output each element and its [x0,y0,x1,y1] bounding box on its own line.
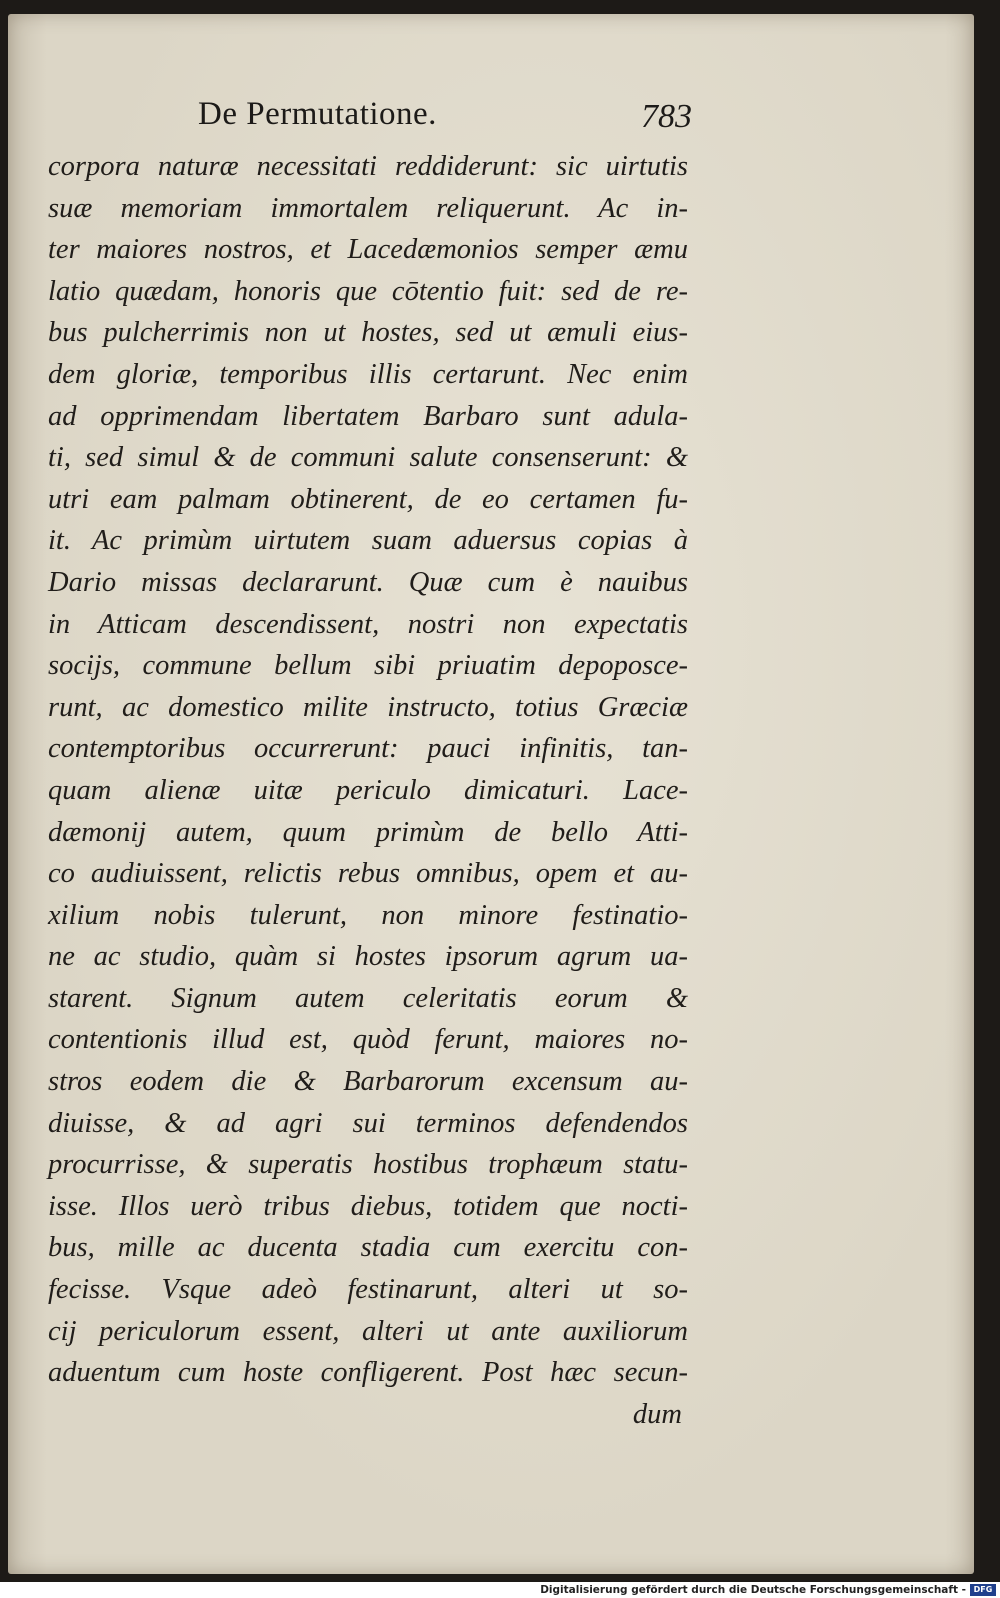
body-text [48,146,688,1435]
page-header [198,96,698,146]
text-line: co audiuissent, relictis rebus omnibus, opem et au- [48,858,688,890]
text-line: dæmonij autem, quum primùm de bello Atti- [48,816,688,848]
text-line: socijs, commune bellum sibi priuatim depoposce- [48,650,688,682]
text-line: fecisse. Vsque adeò festinarunt, alteri ut so- [48,1274,688,1306]
text-line: in Atticam descendissent, nostri non expectatis [48,608,688,640]
catchword: dum [632,1398,682,1430]
text-line: aduentum cum hoste confligerent. Post hæc secun- [48,1357,688,1389]
text-line: stros eodem die & Barbarorum excensum au- [48,1066,688,1098]
text-line: corpora naturæ necessitati reddiderunt: sic uirtutis [48,151,688,182]
text-line: contentionis illud est, quòd ferunt, maiores no- [48,1024,688,1056]
text-line: bus pulcherrimis non ut hostes, sed ut æmuli eius- [48,317,688,349]
text-line: bus, mille ac ducenta stadia cum exercitu con- [48,1232,688,1264]
text-line: Dario missas declararunt. Quæ cum è nauibus [48,566,688,598]
text-line: suæ memoriam immortalem reliquerunt. Ac in- [48,192,688,224]
text-line: contemptoribus occurrerunt: pauci infinitis, tan- [48,733,688,765]
text-line: diuisse, & ad agri sui terminos defendendos [48,1107,688,1139]
text-line: quam alienæ uitæ periculo dimicaturi. Lace- [48,774,688,806]
text-line: latio quædam, honoris que cōtentio fuit: sed de re- [48,275,688,307]
digitization-credit: Digitalisierung gefördert durch die Deutsche Forschungsgemeinschaft - [540,1584,966,1596]
text-line: isse. Illos uerò tribus diebus, totidem que nocti- [48,1190,688,1222]
text-line: runt, ac domestico milite instructo, totius Græciæ [48,691,688,723]
text-line: utri eam palmam obtinerent, de eo certamen fu- [48,483,688,515]
text-line: procurrisse, & superatis hostibus trophæum statu- [48,1149,688,1181]
running-title: De Permutatione. [198,96,437,132]
page-number: 783 [641,98,692,135]
text-line: ter maiores nostros, et Lacedæmonios semper æmu [48,234,688,266]
text-line: ti, sed simul & de communi salute consenserunt: & [48,442,688,474]
text-line: starent. Signum autem celeritatis eorum & [48,982,688,1014]
text-line: ne ac studio, quàm si hostes ipsorum agrum ua- [48,941,688,973]
text-line: dem gloriæ, temporibus illis certarunt. Nec enim [48,358,688,390]
dfg-logo: DFG [970,1584,996,1596]
text-line: cij periculorum essent, alteri ut ante auxiliorum [48,1315,688,1347]
text-line: xilium nobis tulerunt, non minore festinatio- [48,899,688,931]
text-line: ad opprimendam libertatem Barbaro sunt adula- [48,400,688,432]
text-line: it. Ac primùm uirtutem suam aduersus copias à [48,525,688,557]
